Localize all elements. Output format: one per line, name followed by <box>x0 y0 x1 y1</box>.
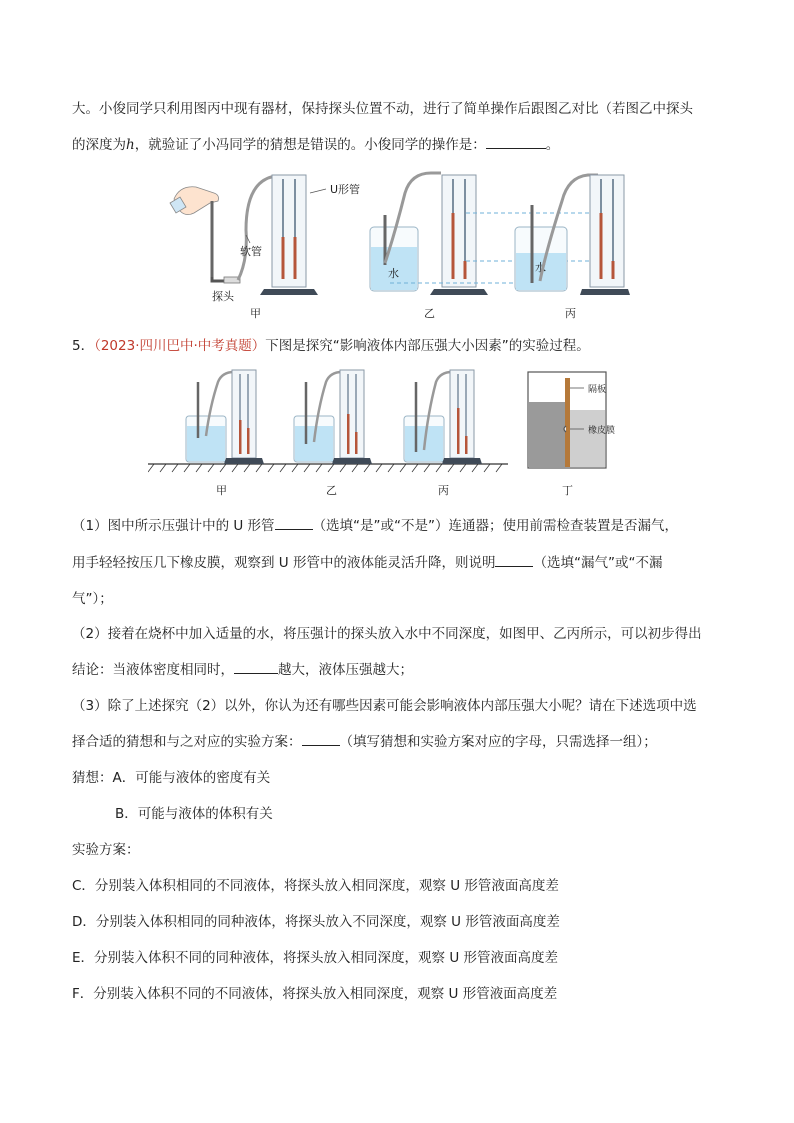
q5-stem: 下图是探究“影响液体内部压强大小因素”的实验过程。 <box>265 338 590 354</box>
p1-text-d: （选填“漏气”或“不漏 <box>533 555 663 571</box>
guess-line-b <box>115 804 273 824</box>
stand-base <box>260 289 318 295</box>
plan-c <box>72 876 559 896</box>
hose-label: 软管 <box>240 245 262 258</box>
partition-label: 隔板 <box>588 385 607 395</box>
answer-blank-1[interactable] <box>275 517 313 530</box>
u-tube-board <box>272 175 306 287</box>
q5-caption-jia: 甲 <box>216 484 227 497</box>
q5-part1-line3 <box>72 589 113 609</box>
p3-text-b: 择合适的猜想和与之对应的实验方案： <box>72 734 302 750</box>
plan-d <box>72 912 560 932</box>
plan-f-text: F．分别装入体积不同的不同液体，将探头放入相同深度，观察 U 形管液面高度差 <box>72 986 558 1002</box>
p2-text-a: （2）接着在烧杯中加入适量的水，将压强计的探头放入水中不同深度，如图甲、乙丙所示，可以初步得出 <box>72 626 702 642</box>
h-symbol: h <box>126 137 135 153</box>
guess-line-a <box>72 768 270 788</box>
answer-blank-4[interactable] <box>302 733 340 746</box>
caption-jia: 甲 <box>250 307 261 320</box>
q4-line-2-mid: ，就验证了小冯同学的猜想是错误的。小俊同学的操作是： <box>134 137 486 153</box>
plan-e-text: E．分别装入体积不同的同种液体，将探头放入相同深度，观察 U 形管液面高度差 <box>72 950 558 966</box>
q4-figure <box>160 165 630 325</box>
plan-d-text: D．分别装入体积相同的同种液体，将探头放入不同深度，观察 U 形管液面高度差 <box>72 914 560 930</box>
p1-text-b: （选填“是”或“不是”）连通器；使用前需检查装置是否漏气， <box>312 518 679 534</box>
answer-blank-2[interactable] <box>495 554 533 567</box>
q4-line-2-end: 。 <box>545 137 560 153</box>
q5-source: （2023·四川巴中·中考真题） <box>94 338 266 354</box>
caption-yi: 乙 <box>424 307 435 320</box>
q5-caption-bing: 丙 <box>438 484 449 497</box>
u-tube-label: U形管 <box>330 183 361 196</box>
plan-f <box>72 984 557 1004</box>
q4-line-2-start: 的深度为 <box>72 137 126 153</box>
q5-part3-line2 <box>72 732 657 752</box>
guess-b: B．可能与液体的体积有关 <box>115 806 273 822</box>
q5-caption-yi: 乙 <box>326 484 337 497</box>
plan-e <box>72 948 558 968</box>
q5-caption-ding: 丁 <box>562 484 573 497</box>
guess-label: 猜想： <box>72 770 113 786</box>
q5-number: 5． <box>72 338 95 354</box>
q5-part2-line1 <box>72 624 702 644</box>
p3-text-a: （3）除了上述探究（2）以外，你认为还有哪些因素可能会影响液体内部压强大小呢？请在下述选项中选 <box>72 698 697 714</box>
q5-part2-line2 <box>72 660 413 680</box>
p3-text-c: （填写猜想和实验方案对应的字母，只需选择一组）； <box>339 734 657 750</box>
q4-line-1 <box>72 99 693 119</box>
ground-hatch <box>148 464 502 472</box>
membrane-label: 橡皮膜 <box>588 426 616 436</box>
q5-part1-line1 <box>72 516 678 536</box>
p2-text-c: 越大，液体压强越大； <box>278 662 413 678</box>
answer-blank-q4[interactable] <box>486 136 546 149</box>
plan-label: 实验方案： <box>72 842 140 858</box>
q5-part1-line2 <box>72 553 662 573</box>
q5-figure <box>148 368 618 500</box>
q5-part3-line1 <box>72 696 697 716</box>
q4-line-2 <box>72 135 559 155</box>
p1-text-c: 用手轻轻按压几下橡皮膜，观察到 U 形管中的液体能灵活升降，则说明 <box>72 555 496 571</box>
p1-text-a: （1）图中所示压强计中的 U 形管 <box>72 518 275 534</box>
water-label-yi: 水 <box>388 267 399 280</box>
p2-text-b: 结论：当液体密度相同时， <box>72 662 234 678</box>
q5-heading <box>72 336 590 356</box>
q4-line-1-text: 大。小俊同学只利用图丙中现有器材，保持探头位置不动，进行了简单操作后跟图乙对比（若图乙中探头 <box>72 101 693 117</box>
answer-blank-3[interactable] <box>234 661 278 674</box>
probe-label: 探头 <box>212 290 234 303</box>
plan-c-text: C．分别装入体积相同的不同液体，将探头放入相同深度，观察 U 形管液面高度差 <box>72 878 559 894</box>
partition <box>565 378 570 467</box>
guess-a: A．可能与液体的密度有关 <box>112 770 271 786</box>
p1-text-e: 气”）； <box>72 591 113 607</box>
caption-bing: 丙 <box>565 307 576 320</box>
water-label-bing: 水 <box>535 261 546 274</box>
plan-label-line <box>72 840 140 860</box>
